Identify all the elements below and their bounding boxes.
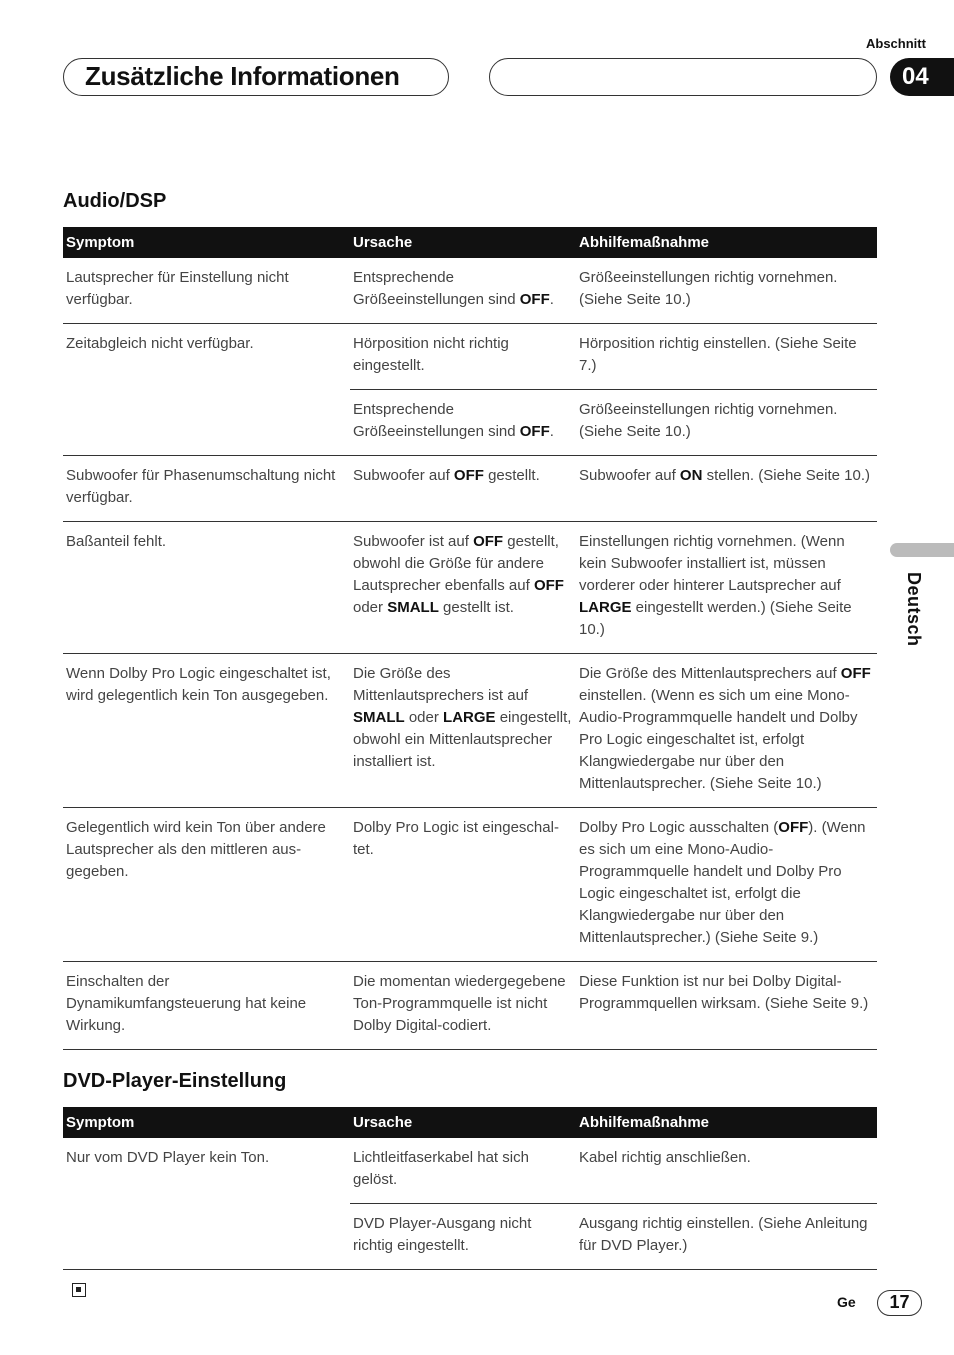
side-language-label: Deutsch xyxy=(904,572,924,647)
table-row xyxy=(63,1138,877,1204)
audio-dsp-heading: Audio/DSP xyxy=(63,190,167,212)
cause-cell: Die momentan wiedergegebene Ton-Programmquelle ist nicht Dolby Digital-codiert. xyxy=(350,962,576,1050)
chapter-badge: 04 xyxy=(890,58,954,96)
column-header-symptom: Symptom xyxy=(63,227,350,258)
cause-cell: Entsprechende Größeeinstellungen sind OFF. xyxy=(350,390,576,456)
cause-cell: Hörposition nicht richtig eingestellt. xyxy=(350,324,576,390)
column-header-symptom: Symptom xyxy=(63,1107,350,1138)
remedy-cell: Größeeinstellungen richtig vornehmen. (Siehe Seite 10.) xyxy=(576,390,877,456)
column-header-remedy: Abhilfemaßnahme xyxy=(576,227,877,258)
symptom-cell: Zeitabgleich nicht verfügbar. xyxy=(63,324,350,456)
symptom-cell: Nur vom DVD Player kein Ton. xyxy=(63,1138,350,1270)
table-row xyxy=(63,522,877,654)
table-header-row xyxy=(63,1107,877,1138)
column-header-cause: Ursache xyxy=(350,227,576,258)
page-number: 17 xyxy=(877,1290,922,1316)
remedy-cell: Dolby Pro Logic ausschalten (OFF). (Wenn es sich um eine Mono-Audio-Programmquelle handelt und Dolby Pro Logic eingeschaltet ist, erfolgt die Klangwiedergabe nur über den Mittenlautsprecher.) (Siehe Seite 9.) xyxy=(576,808,877,962)
side-tab-marker xyxy=(890,543,954,557)
table-row xyxy=(63,258,877,324)
table-row xyxy=(63,808,877,962)
column-header-cause: Ursache xyxy=(350,1107,576,1138)
page-title: Zusätzliche Informationen xyxy=(85,61,400,91)
table-header-row xyxy=(63,227,877,258)
symptom-cell: Subwoofer für Phasenumschaltung nicht verfügbar. xyxy=(63,456,350,522)
remedy-cell: Diese Funktion ist nur bei Dolby Digital-Programmquellen wirksam. (Siehe Seite 9.) xyxy=(576,962,877,1050)
cause-cell: Subwoofer ist auf OFF gestellt, obwohl die Größe für andere Lautsprecher ebenfalls auf OFF oder SMALL gestellt ist. xyxy=(350,522,576,654)
symptom-cell: Baßanteil fehlt. xyxy=(63,522,350,654)
column-header-remedy: Abhilfemaßnahme xyxy=(576,1107,877,1138)
side-language-tab xyxy=(898,572,928,662)
remedy-cell: Subwoofer auf ON stellen. (Siehe Seite 10.) xyxy=(576,456,877,522)
table-row xyxy=(63,654,877,808)
table-row xyxy=(63,962,877,1050)
symptom-cell: Lautsprecher für Einstellung nicht verfügbar. xyxy=(63,258,350,324)
table-row xyxy=(63,324,877,390)
remedy-cell: Kabel richtig anschließen. xyxy=(576,1138,877,1204)
table-row xyxy=(63,456,877,522)
dvd-player-table xyxy=(63,1107,877,1270)
remedy-cell: Hörposition richtig einstellen. (Siehe Seite 7.) xyxy=(576,324,877,390)
section-label: Abschnitt xyxy=(866,36,926,51)
remedy-cell: Ausgang richtig einstellen. (Siehe Anleitung für DVD Player.) xyxy=(576,1204,877,1270)
cause-cell: DVD Player-Ausgang nicht richtig eingestellt. xyxy=(350,1204,576,1270)
remedy-cell: Die Größe des Mittenlautsprechers auf OFF einstellen. (Wenn es sich um eine Mono-Audio-Programmquelle handelt und Dolby Pro Logic eingeschaltet ist, erfolgt Klangwiedergabe nur über den Mittenlautsprecher. (Siehe Seite 10.) xyxy=(576,654,877,808)
cause-cell: Entsprechende Größeeinstellungen sind OFF. xyxy=(350,258,576,324)
symptom-cell: Gelegentlich wird kein Ton über andere Lautsprecher als den mittleren aus-gegeben. xyxy=(63,808,350,962)
remedy-cell: Einstellungen richtig vornehmen. (Wenn kein Subwoofer installiert ist, müssen vorderer oder hinterer Lautsprecher auf LARGE eingestellt werden.) (Siehe Seite 10.) xyxy=(576,522,877,654)
symptom-cell: Einschalten der Dynamikumfangsteuerung hat keine Wirkung. xyxy=(63,962,350,1050)
subtitle-frame xyxy=(489,58,877,96)
cause-cell: Dolby Pro Logic ist eingeschal-tet. xyxy=(350,808,576,962)
cause-cell: Lichtleitfaserkabel hat sich gelöst. xyxy=(350,1138,576,1204)
audio-dsp-table xyxy=(63,227,877,1050)
cause-cell: Subwoofer auf OFF gestellt. xyxy=(350,456,576,522)
language-code: Ge xyxy=(837,1294,856,1310)
dvd-player-heading: DVD-Player-Einstellung xyxy=(63,1070,287,1092)
symptom-cell: Wenn Dolby Pro Logic eingeschaltet ist, wird gelegentlich kein Ton ausgegeben. xyxy=(63,654,350,808)
cause-cell: Die Größe des Mittenlautsprechers ist auf SMALL oder LARGE eingestellt, obwohl ein Mittenlautsprecher installiert ist. xyxy=(350,654,576,808)
section-end-icon xyxy=(72,1283,86,1297)
remedy-cell: Größeeinstellungen richtig vornehmen. (Siehe Seite 10.) xyxy=(576,258,877,324)
